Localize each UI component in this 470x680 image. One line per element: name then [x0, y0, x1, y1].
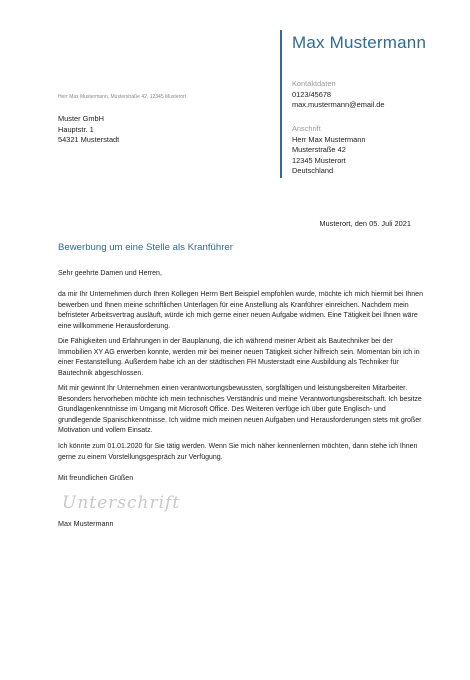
- closing-line: Mit freundlichen Grüßen: [58, 475, 134, 482]
- body-paragraph: Ich könnte zum 01.01.2020 für Sie tätig werden. Wenn Sie mich näher kennenlernen möchten, dann stehe ich Ihnen gerne zu einem Vorstellungsgespräch zur Verfügung.: [58, 443, 418, 461]
- salutation: Sehr geehrte Damen und Herren,: [58, 270, 162, 277]
- phone-number: 0123/45678: [292, 89, 332, 99]
- applicant-name: Max Mustermann: [292, 33, 427, 52]
- sender-return-line: Herr Max Mustermann, Musterstraße 42, 12345 Musterort: [58, 94, 187, 100]
- signature-name: Max Mustermann: [58, 519, 114, 528]
- recipient-line: Hauptstr. 1: [58, 124, 94, 134]
- address-line: Herr Max Mustermann: [292, 134, 366, 144]
- address-line: 12345 Musterort: [292, 155, 346, 165]
- signature-placeholder: Unterschrift: [62, 493, 181, 513]
- address-line: Deutschland: [292, 166, 334, 175]
- recipient-address: [58, 114, 119, 146]
- recipient-line: 54321 Musterstadt: [58, 135, 120, 144]
- body-paragraph: da mir Ihr Unternehmen durch Ihren Kollegen Herrn Bert Beispiel empfohlen wurde, möchte ich mich hiermit bei Ihnen bewerben und Ihnen meine schriftlichen Unterlagen für eine Anstellung als Kranführer einreichen. Nachdem mein befristeter Arbeitsvertrag ausläuft, würde ich mich gerne einer neuen Aufgabe widmen. Eine Tätigkeit bei Ihnen wäre eine willkommene Herausforderung.: [58, 291, 423, 330]
- letter-subject: Bewerbung um eine Stelle als Kranführer: [58, 242, 233, 253]
- recipient-line: Muster GmbH: [58, 114, 104, 123]
- body-paragraph: Mit mir gewinnt Ihr Unternehmen einen verantwortungsbewussten, sorgfältigen und leistungsbereiten Mitarbeiter. Besonders hervorheben möchte ich mein technisches Verständnis und meine Verantwortungsbereitschaft. Ich besitze Grundlagenkenntnisse im Umgang mit Microsoft Office. Des Weiteren verfüge ich über gute Englisch- und grundlegende Spanischkenntnisse. Ich widme mich meinen neuen Aufgaben und Herausforderungen stets mit großer Motivation und vollem Einsatz.: [58, 385, 422, 435]
- address-line: Musterstraße 42: [292, 145, 346, 154]
- address-block: [292, 124, 366, 177]
- contact-block: [292, 79, 385, 111]
- address-label: Anschrift: [292, 124, 321, 133]
- header-divider: [280, 30, 282, 178]
- body-paragraph: Die Fähigkeiten und Erfahrungen in der Bauplanung, die ich während meiner Arbeit als Bautechniker bei der Immobilien XY AG erwerben konnte, werden mir bei meiner neuen Tätigkeit sicher hilfreich sein. Momentan bin ich in einer Festanstellung. Außerdem habe ich an der städtischen FH Musterstadt eine Ausbildung als Techniker für Bautechnik abgeschlossen.: [58, 338, 420, 377]
- letter-date: Musterort, den 05. Juli 2021: [319, 219, 411, 228]
- email-address: max.mustermann@email.de: [292, 100, 385, 109]
- contact-label: Kontaktdaten: [292, 79, 336, 88]
